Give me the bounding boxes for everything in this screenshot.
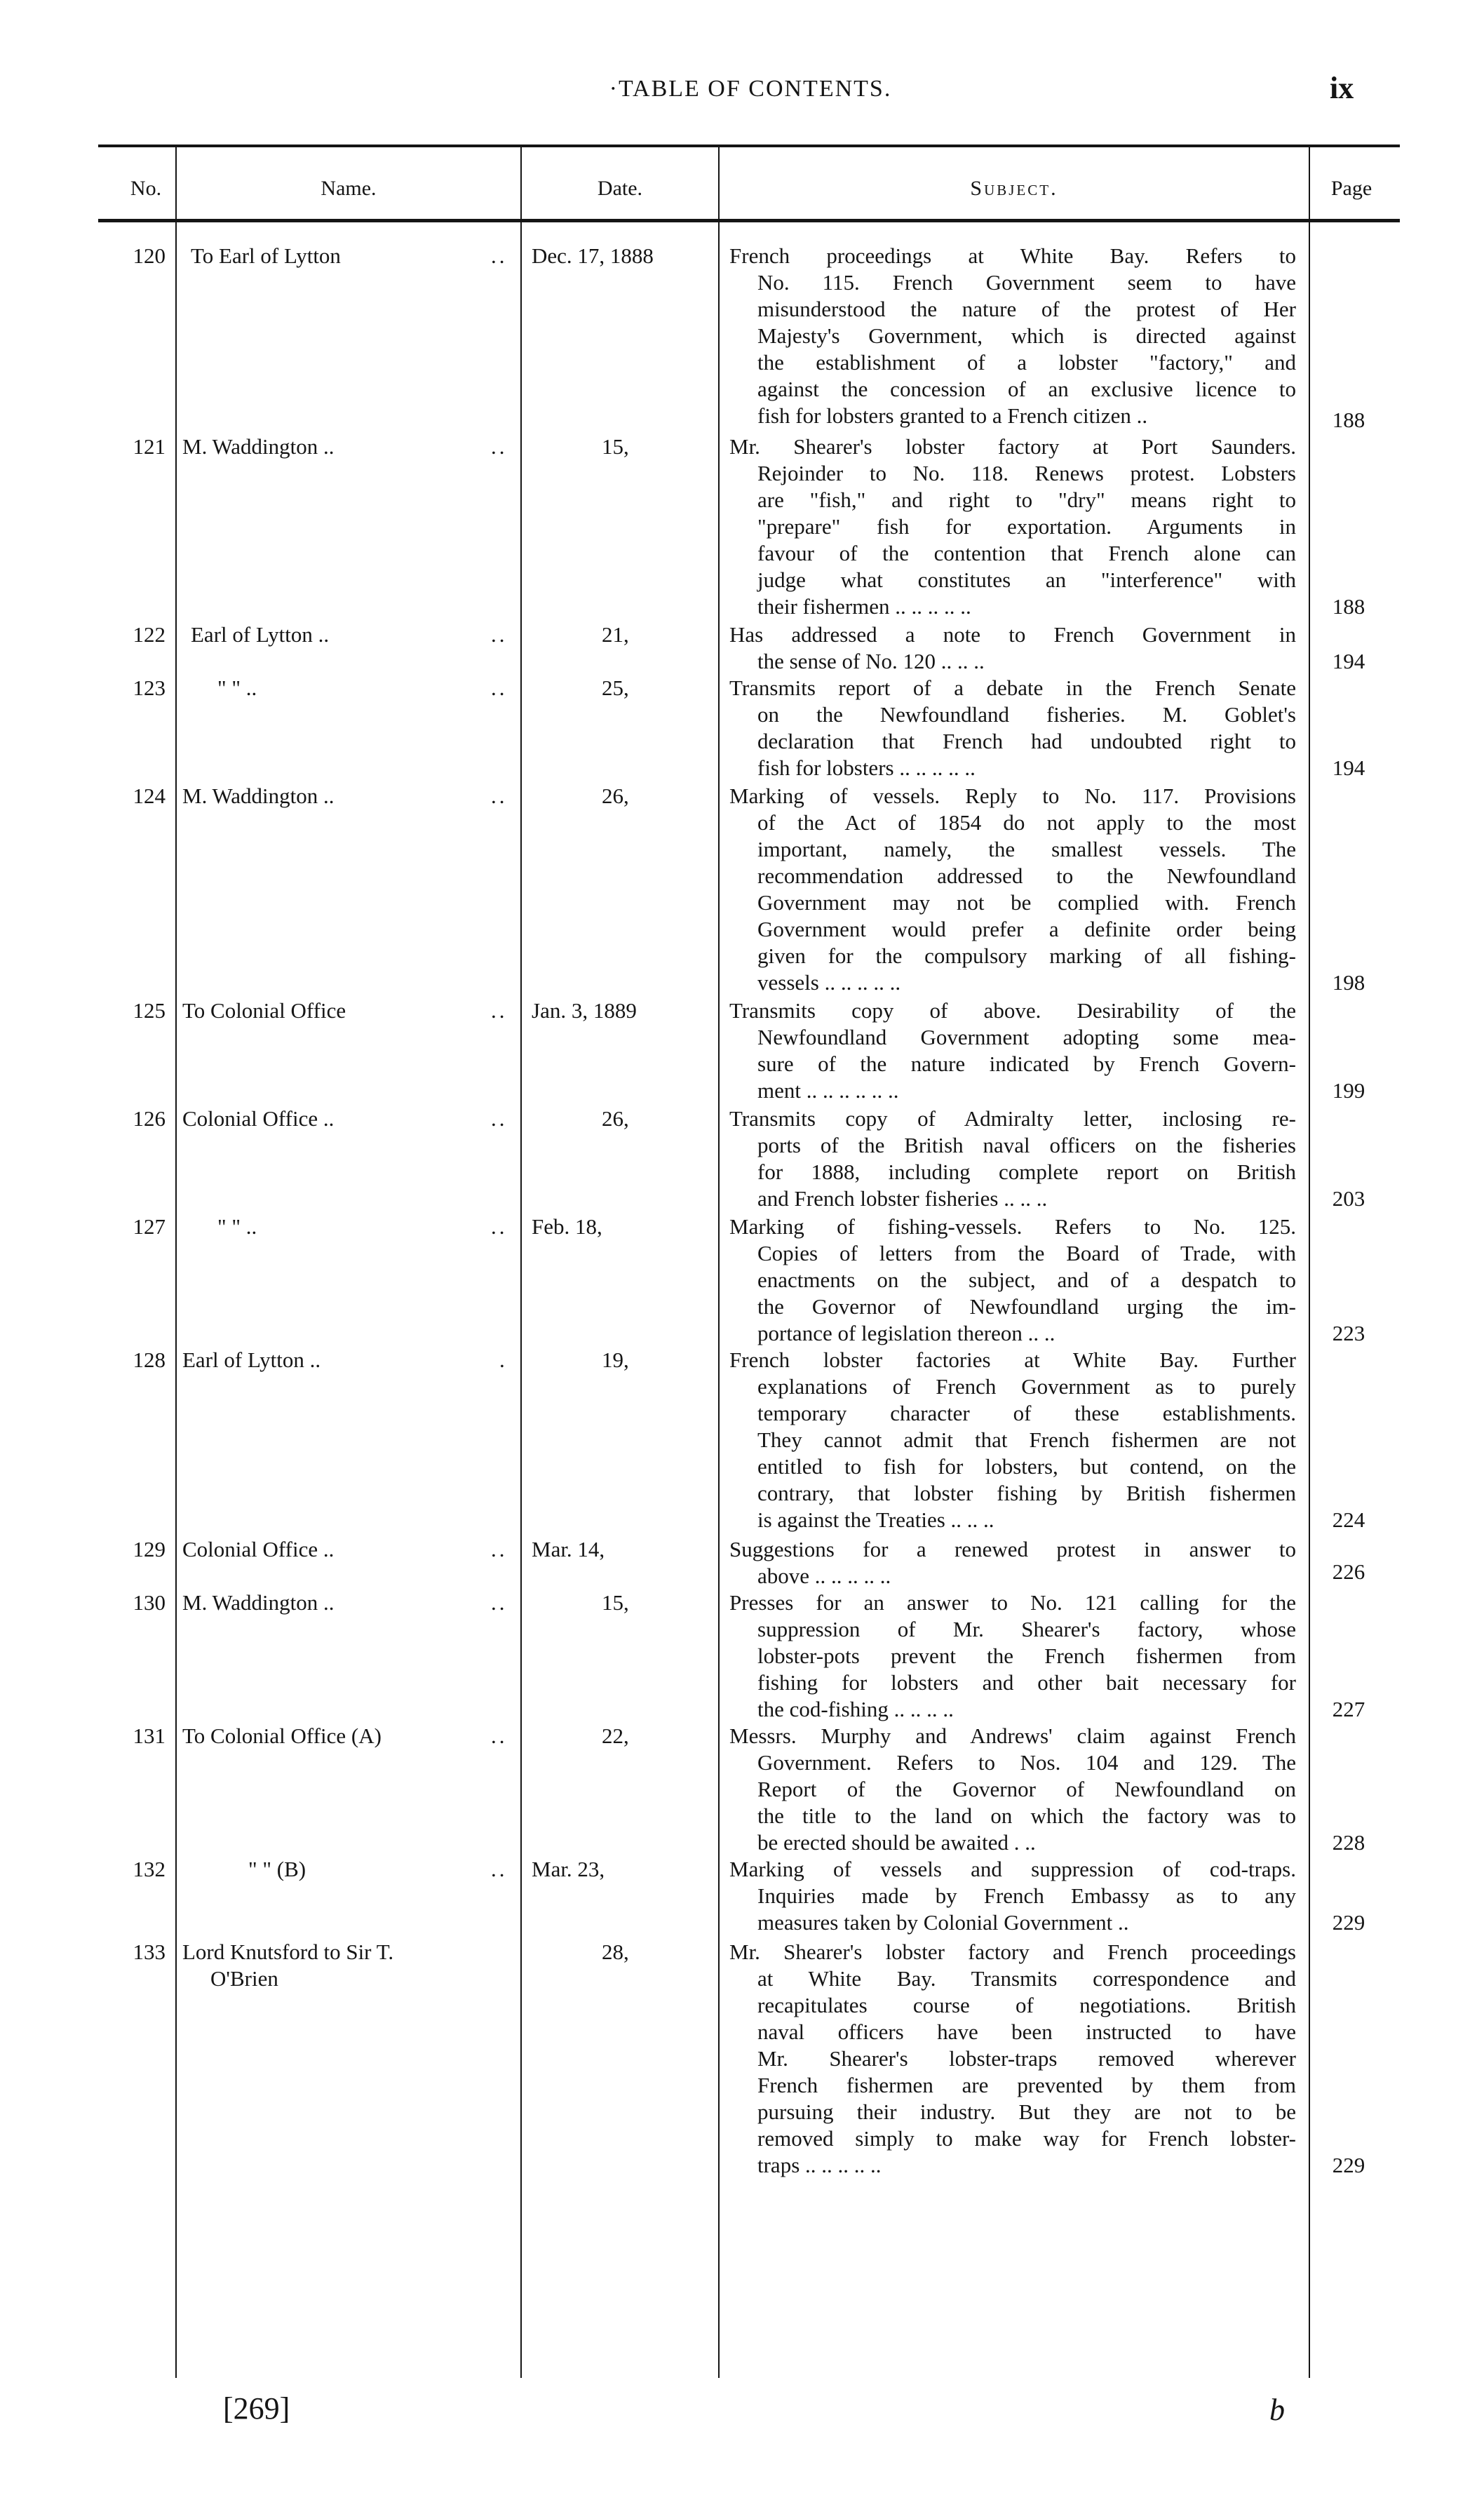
row-number: 128 xyxy=(133,1347,166,1372)
row-date: 28, xyxy=(602,1940,629,1964)
row-date: 26, xyxy=(602,784,629,808)
top-rule xyxy=(98,144,1400,147)
row-name: M. Waddington .. xyxy=(182,784,335,808)
row-number: 122 xyxy=(133,622,166,647)
page-number-roman: ix xyxy=(1330,71,1354,105)
row-subject: Transmits copy of Admiralty letter, inclosing re- ports of the British naval officers on the fisheries for 1888, including complete report on British and French lobster fisheries .. .. .. xyxy=(729,1106,1296,1211)
row-name: M. Waddington .. xyxy=(182,1590,335,1615)
row-date: Mar. 23, xyxy=(532,1857,605,1881)
row-number: 121 xyxy=(133,434,166,459)
row-name: Earl of Lytton .. xyxy=(191,622,330,647)
row-number: 125 xyxy=(133,998,166,1023)
row-subject: Suggestions for a renewed protest in answer to above .. .. .. .. .. xyxy=(729,1537,1296,1588)
row-page: 194 xyxy=(1332,755,1365,780)
row-date: 22, xyxy=(602,1723,629,1748)
row-subject: French lobster factories at White Bay. Further explanations of French Government as to purely temporary character of these establishments. They cannot admit that French fishermen are not entitled to fish for lobsters, but contend, on the contrary, that lobster fishing by British fishermen is against the Treaties .. .. .. xyxy=(729,1347,1296,1532)
row-page: 199 xyxy=(1332,1078,1365,1103)
column-divider-name xyxy=(520,147,522,2378)
row-page: 198 xyxy=(1332,970,1365,995)
row-number: 130 xyxy=(133,1590,166,1615)
row-page: 228 xyxy=(1332,1830,1365,1855)
row-date: 25, xyxy=(602,676,629,700)
row-page: 227 xyxy=(1332,1697,1365,1721)
row-date: 19, xyxy=(602,1347,629,1372)
header-page: Page xyxy=(1330,177,1372,200)
row-subject: Transmits report of a debate in the French Senate on the Newfoundland fisheries. M. Goblet's declaration that French had undoubted right to fish for lobsters .. .. .. .. .. xyxy=(729,676,1296,780)
row-subject: Transmits copy of above. Desirability of the Newfoundland Government adopting some mea- sure of the nature indicated by French Govern- ment .. .. .. .. .. .. xyxy=(729,998,1296,1103)
row-number: 123 xyxy=(133,676,166,700)
header-date: Date. xyxy=(597,177,643,200)
row-subject: Has addressed a note to French Government in the sense of No. 120 .. .. .. xyxy=(729,622,1296,673)
row-subject: Marking of vessels and suppression of cod-traps. Inquiries made by French Embassy as to any measures taken by Colonial Government .. xyxy=(729,1857,1296,1935)
row-page: 226 xyxy=(1332,1559,1365,1584)
row-number: 127 xyxy=(133,1214,166,1239)
column-divider-date xyxy=(718,147,720,2378)
row-name-dots: .. xyxy=(491,1537,508,1561)
row-name: M. Waddington .. xyxy=(182,434,335,459)
row-number: 129 xyxy=(133,1537,166,1561)
row-subject: Marking of vessels. Reply to No. 117. Provisions of the Act of 1854 do not apply to the most important, namely, the smallest vessels. The recommendation addressed to the Newfoundland Government may not be complied with. French Government would prefer a definite order being given for the compulsory marking of all fishing- vessels .. .. .. .. .. xyxy=(729,784,1296,995)
row-date: 26, xyxy=(602,1106,629,1131)
running-title: ·TABLE OF CONTENTS. xyxy=(609,76,892,102)
row-date: Mar. 14, xyxy=(532,1537,605,1561)
row-name: Colonial Office .. xyxy=(182,1537,335,1561)
row-name-dots: .. xyxy=(491,1106,508,1131)
sheet-letter: b xyxy=(1269,2393,1285,2427)
row-page: 188 xyxy=(1332,408,1365,432)
row-subject: Messrs. Murphy and Andrews' claim against French Government. Refers to Nos. 104 and 129. The Report of the Governor of Newfoundland on the title to the land on which the factory was to be erected should be awaited . .. xyxy=(729,1723,1296,1855)
row-subject: French proceedings at White Bay. Refers to No. 115. French Government seem to have misunderstood the nature of the protest of Her Majesty's Government, which is directed against the establishment of a lobster "factory," and against the concession of an exclusive licence to fish for lobsters granted to a French citizen .. xyxy=(729,243,1296,428)
row-name: Earl of Lytton .. xyxy=(182,1347,321,1372)
row-date: Jan. 3, 1889 xyxy=(532,998,637,1023)
row-number: 133 xyxy=(133,1940,166,1964)
row-date: Dec. 17, 1888 xyxy=(532,243,654,268)
row-date: 21, xyxy=(602,622,629,647)
row-name: " " .. xyxy=(217,1214,257,1239)
row-subject: Presses for an answer to No. 121 calling for the suppression of Mr. Shearer's factory, whose lobster-pots prevent the French fishermen from fishing for lobsters and other bait necessary for the cod-fishing .. .. .. .. xyxy=(729,1590,1296,1721)
row-page: 229 xyxy=(1332,1910,1365,1935)
header-rule xyxy=(98,219,1400,222)
header-subject: Subject. xyxy=(970,177,1058,200)
row-number: 124 xyxy=(133,784,166,808)
row-name: To Colonial Office xyxy=(182,998,346,1023)
row-name-dots: .. xyxy=(491,243,508,268)
column-divider-no xyxy=(175,147,177,2378)
row-name: To Earl of Lytton xyxy=(191,243,341,268)
row-name: Colonial Office .. xyxy=(182,1106,335,1131)
row-name-dots: .. xyxy=(491,676,508,700)
row-date: 15, xyxy=(602,434,629,459)
row-page: 223 xyxy=(1332,1321,1365,1345)
row-page: 188 xyxy=(1332,594,1365,619)
row-number: 132 xyxy=(133,1857,166,1881)
row-name: Lord Knutsford to Sir T. xyxy=(182,1940,394,1964)
row-name-dots: .. xyxy=(491,1590,508,1615)
signature-mark: [269] xyxy=(223,2391,290,2426)
row-name: To Colonial Office (A) xyxy=(182,1723,382,1748)
row-number: 126 xyxy=(133,1106,166,1131)
row-name-dots: .. xyxy=(491,1723,508,1748)
row-number: 120 xyxy=(133,243,166,268)
column-divider-subject xyxy=(1309,147,1310,2378)
row-page: 229 xyxy=(1332,2153,1365,2177)
row-name-dots: .. xyxy=(491,1857,508,1881)
row-date: Feb. 18, xyxy=(532,1214,602,1239)
row-name-continued: O'Brien xyxy=(210,1966,278,1991)
row-page: 203 xyxy=(1332,1186,1365,1211)
row-page: 194 xyxy=(1332,649,1365,673)
row-name-dots: .. xyxy=(491,622,508,647)
header-name: Name. xyxy=(321,177,377,200)
row-number: 131 xyxy=(133,1723,166,1748)
row-subject: Marking of fishing-vessels. Refers to No. 125. Copies of letters from the Board of Trade, with enactments on the subject, and of a despatch to the Governor of Newfoundland urging the im- portance of legislation thereon .. .. xyxy=(729,1214,1296,1345)
row-name-dots: .. xyxy=(491,1214,508,1239)
row-date: 15, xyxy=(602,1590,629,1615)
row-name-dots: . xyxy=(499,1347,508,1372)
row-name: " " .. xyxy=(217,676,257,700)
row-page: 224 xyxy=(1332,1507,1365,1532)
row-name: " " (B) xyxy=(248,1857,306,1881)
row-name-dots: .. xyxy=(491,784,508,808)
row-subject: Mr. Shearer's lobster factory and French proceedings at White Bay. Transmits correspondence and recapitulates course of negotiations. British naval officers have been instructed to have Mr. Shearer's lobster-traps removed wherever French fishermen are prevented by them from pursuing their industry. But they are not to be removed simply to make way for French lobster- traps .. .. .. .. .. xyxy=(729,1940,1296,2177)
row-name-dots: .. xyxy=(491,434,508,459)
row-name-dots: .. xyxy=(491,998,508,1023)
header-no: No. xyxy=(130,177,162,200)
row-subject: Mr. Shearer's lobster factory at Port Saunders. Rejoinder to No. 118. Renews protest. Lobsters are "fish," and right to "dry" means right to "prepare" fish for exportation. Arguments in favour of the contention that French alone can judge what constitutes an "interference" with their fishermen .. .. .. .. .. xyxy=(729,434,1296,619)
